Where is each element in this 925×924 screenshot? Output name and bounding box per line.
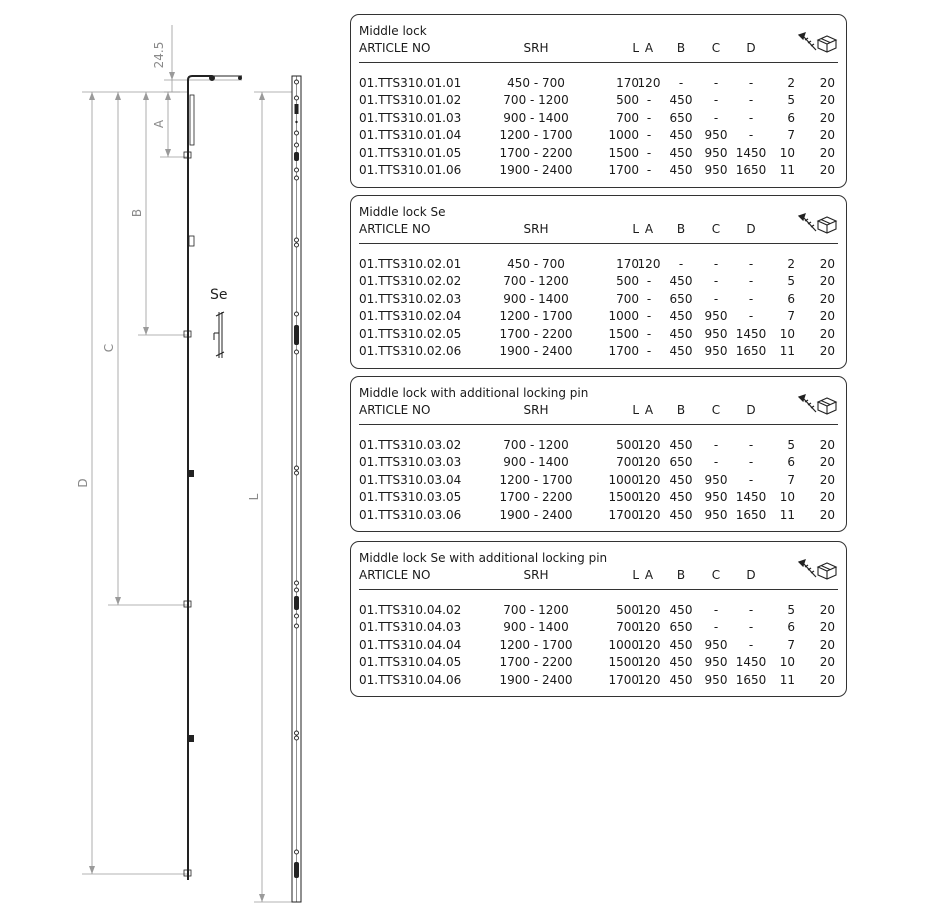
cell-l: 500: [616, 93, 639, 108]
cell-b: 450: [669, 309, 693, 324]
cell-l: 1500: [608, 326, 639, 341]
cell-c: 950: [704, 128, 728, 143]
cell-c: -: [713, 438, 719, 452]
col-srh: SRH: [523, 568, 549, 582]
col-a: A: [644, 568, 654, 582]
cell-c: -: [713, 93, 719, 108]
cell-article: 01.TTS310.01.02: [359, 93, 462, 108]
cell-a: 120: [637, 455, 661, 470]
cell-c: 950: [704, 309, 728, 324]
header-divider: [359, 589, 838, 590]
cell-a: -: [646, 163, 652, 177]
col-srh: SRH: [523, 222, 549, 236]
col-article: ARTICLE NO: [359, 568, 431, 582]
cell-d: -: [748, 291, 754, 306]
cell-a: -: [646, 309, 652, 324]
table-header-row: [351, 221, 846, 238]
cell-srh: 1200 - 1700: [499, 637, 573, 652]
cell-d: 1650: [735, 344, 767, 358]
table-header-row: [351, 567, 846, 584]
cell-c: 950: [704, 326, 728, 341]
dim-top-offset: 24.5: [152, 41, 166, 69]
table-row: [351, 145, 846, 162]
table-title: Middle lock with additional locking pin: [359, 386, 589, 400]
dim-l: L: [247, 493, 261, 501]
table-row: [351, 654, 846, 671]
cell-pack: 20: [819, 507, 835, 522]
cell-pack: 20: [819, 128, 835, 143]
cell-pack: 20: [819, 110, 835, 125]
cell-c: -: [713, 76, 719, 90]
technical-drawing: [0, 0, 345, 924]
table-row: [351, 602, 846, 619]
cell-article: 01.TTS310.02.05: [359, 326, 462, 341]
dim-b: B: [130, 208, 144, 218]
cell-a: 120: [637, 76, 661, 90]
cell-pack: 20: [819, 490, 835, 505]
cell-pack: 20: [819, 291, 835, 306]
col-b: B: [676, 41, 686, 55]
cell-screws: 6: [787, 620, 795, 635]
cell-c: -: [713, 291, 719, 306]
cell-pack: 20: [819, 274, 835, 289]
cell-b: 450: [669, 438, 693, 452]
table-middle-lock: [350, 14, 847, 188]
cell-srh: 1700 - 2200: [499, 145, 573, 160]
cell-article: 01.TTS310.01.03: [359, 110, 462, 125]
cell-b: 450: [669, 93, 693, 108]
cell-screws: 7: [787, 309, 795, 324]
cell-c: 950: [704, 655, 728, 670]
cell-b: 650: [669, 110, 693, 125]
col-a: A: [644, 41, 654, 55]
cell-d: 1650: [735, 163, 767, 177]
cell-article: 01.TTS310.01.06: [359, 163, 462, 177]
col-d: D: [746, 403, 756, 417]
col-d: D: [746, 568, 756, 582]
cell-l: 1000: [608, 472, 639, 487]
cell-pack: 20: [819, 637, 835, 652]
cell-screws: 2: [787, 76, 795, 90]
col-srh: SRH: [523, 403, 549, 417]
col-d: D: [746, 41, 756, 55]
table-title: Middle lock: [359, 24, 427, 38]
cell-srh: 1700 - 2200: [499, 490, 573, 505]
cell-b: 450: [669, 603, 693, 617]
cell-b: 450: [669, 637, 693, 652]
cell-a: 120: [637, 655, 661, 670]
cell-screws: 6: [787, 455, 795, 470]
cell-a: 120: [637, 637, 661, 652]
cell-l: 1500: [608, 655, 639, 670]
cell-article: 01.TTS310.03.02: [359, 438, 462, 452]
table-row: [351, 489, 846, 506]
cell-screws: 6: [787, 291, 795, 306]
cell-screws: 11: [779, 672, 795, 687]
table-row: [351, 110, 846, 127]
cell-l: 170: [616, 257, 639, 271]
cell-pack: 20: [819, 672, 835, 687]
cell-c: -: [713, 603, 719, 617]
cell-b: 450: [669, 507, 693, 522]
cell-d: -: [748, 455, 754, 470]
col-article: ARTICLE NO: [359, 222, 431, 236]
cell-a: -: [646, 128, 652, 143]
cell-article: 01.TTS310.02.06: [359, 344, 462, 358]
cell-b: 450: [669, 655, 693, 670]
cell-b: 650: [669, 620, 693, 635]
cell-d: -: [748, 76, 754, 90]
cell-srh: 900 - 1400: [503, 110, 569, 125]
dim-c: C: [102, 343, 116, 353]
cell-c: 950: [704, 472, 728, 487]
cell-srh: 1900 - 2400: [499, 507, 573, 522]
cell-pack: 20: [819, 145, 835, 160]
table-row: [351, 256, 846, 273]
col-l: L: [632, 222, 639, 236]
cell-article: 01.TTS310.03.03: [359, 455, 462, 470]
cell-srh: 1700 - 2200: [499, 655, 573, 670]
col-c: C: [711, 222, 721, 236]
table-row: [351, 672, 846, 689]
table-row: [351, 637, 846, 654]
cell-pack: 20: [819, 472, 835, 487]
cell-a: -: [646, 110, 652, 125]
cell-article: 01.TTS310.01.01: [359, 76, 462, 90]
cell-a: -: [646, 291, 652, 306]
table-row: [351, 127, 846, 144]
cell-l: 1700: [608, 163, 639, 177]
col-c: C: [711, 568, 721, 582]
cell-l: 1000: [608, 309, 639, 324]
cell-l: 1700: [608, 672, 639, 687]
cell-b: 450: [669, 128, 693, 143]
cell-b: 450: [669, 274, 693, 289]
cell-c: 950: [704, 637, 728, 652]
cell-d: 1450: [735, 655, 767, 670]
cell-c: 950: [704, 145, 728, 160]
box-icon: [815, 212, 839, 236]
cell-l: 700: [616, 620, 639, 635]
col-d: D: [746, 222, 756, 236]
cell-srh: 1700 - 2200: [499, 326, 573, 341]
cell-l: 1500: [608, 490, 639, 505]
table-middle-lock-se: [350, 195, 847, 369]
table-row: [351, 343, 846, 360]
cell-pack: 20: [819, 309, 835, 324]
cell-l: 1700: [608, 344, 639, 358]
table-row: [351, 619, 846, 636]
cell-screws: 7: [787, 637, 795, 652]
cell-d: 1450: [735, 326, 767, 341]
cell-l: 500: [616, 438, 639, 452]
cell-article: 01.TTS310.03.06: [359, 507, 462, 522]
cell-a: -: [646, 326, 652, 341]
cell-article: 01.TTS310.04.02: [359, 603, 462, 617]
cell-a: 120: [637, 257, 661, 271]
cell-article: 01.TTS310.03.05: [359, 490, 462, 505]
cell-b: 450: [669, 344, 693, 358]
cell-screws: 10: [779, 655, 795, 670]
cell-srh: 1200 - 1700: [499, 309, 573, 324]
table-row: [351, 437, 846, 454]
cell-l: 1000: [608, 128, 639, 143]
table-row: [351, 454, 846, 471]
cell-a: -: [646, 93, 652, 108]
cell-c: -: [713, 274, 719, 289]
cell-pack: 20: [819, 603, 835, 617]
table-row: [351, 273, 846, 290]
cell-l: 700: [616, 110, 639, 125]
cell-b: 450: [669, 672, 693, 687]
cell-d: -: [748, 274, 754, 289]
cell-screws: 2: [787, 257, 795, 271]
cell-b: 450: [669, 472, 693, 487]
header-divider: [359, 62, 838, 63]
cell-a: 120: [637, 603, 661, 617]
cell-d: -: [748, 257, 754, 271]
cell-screws: 6: [787, 110, 795, 125]
cell-b: 650: [669, 455, 693, 470]
cell-d: 1450: [735, 145, 767, 160]
header-divider: [359, 243, 838, 244]
cell-d: -: [748, 472, 754, 487]
cell-l: 700: [616, 291, 639, 306]
table-row: [351, 326, 846, 343]
box-icon: [815, 558, 839, 582]
table-title: Middle lock Se: [359, 205, 446, 219]
table-row: [351, 472, 846, 489]
cell-screws: 5: [787, 93, 795, 108]
col-b: B: [676, 222, 686, 236]
cell-d: 1650: [735, 507, 767, 522]
cell-b: 650: [669, 291, 693, 306]
box-icon: [815, 393, 839, 417]
cell-d: 1450: [735, 490, 767, 505]
table-middle-lock-pin: [350, 376, 847, 532]
cell-article: 01.TTS310.01.04: [359, 128, 462, 143]
cell-srh: 900 - 1400: [503, 620, 569, 635]
cell-l: 700: [616, 455, 639, 470]
cell-a: -: [646, 344, 652, 358]
cell-screws: 11: [779, 344, 795, 358]
col-a: A: [644, 403, 654, 417]
cell-b: 450: [669, 490, 693, 505]
table-title: Middle lock Se with additional locking pin: [359, 551, 608, 565]
col-c: C: [711, 41, 721, 55]
cell-c: 950: [704, 163, 728, 177]
cell-article: 01.TTS310.03.04: [359, 472, 462, 487]
cell-srh: 900 - 1400: [503, 455, 569, 470]
table-header-row: [351, 40, 846, 57]
cell-d: -: [748, 110, 754, 125]
cell-pack: 20: [819, 455, 835, 470]
col-l: L: [632, 403, 639, 417]
col-srh: SRH: [523, 41, 549, 55]
cell-article: 01.TTS310.01.05: [359, 145, 462, 160]
cell-article: 01.TTS310.02.01: [359, 257, 462, 271]
cell-pack: 20: [819, 163, 835, 177]
col-c: C: [711, 403, 721, 417]
cell-srh: 1200 - 1700: [499, 472, 573, 487]
dim-d: D: [76, 478, 90, 488]
cell-screws: 11: [779, 507, 795, 522]
cell-screws: 7: [787, 128, 795, 143]
cell-a: -: [646, 274, 652, 289]
cell-screws: 5: [787, 603, 795, 617]
cell-pack: 20: [819, 93, 835, 108]
cell-a: 120: [637, 438, 661, 452]
cell-l: 500: [616, 274, 639, 289]
cell-d: -: [748, 637, 754, 652]
table-row: [351, 162, 846, 179]
cell-b: -: [678, 76, 684, 90]
cell-pack: 20: [819, 326, 835, 341]
cell-l: 1700: [608, 507, 639, 522]
cell-article: 01.TTS310.04.06: [359, 672, 462, 687]
cell-a: 120: [637, 507, 661, 522]
cell-screws: 5: [787, 274, 795, 289]
table-row: [351, 308, 846, 325]
cell-a: 120: [637, 490, 661, 505]
cell-b: 450: [669, 163, 693, 177]
cell-pack: 20: [819, 655, 835, 670]
cell-srh: 1900 - 2400: [499, 672, 573, 687]
cell-srh: 1900 - 2400: [499, 344, 573, 358]
cell-d: -: [748, 93, 754, 108]
cell-d: -: [748, 603, 754, 617]
cell-screws: 10: [779, 490, 795, 505]
table-row: [351, 291, 846, 308]
cell-screws: 7: [787, 472, 795, 487]
col-b: B: [676, 403, 686, 417]
cell-a: 120: [637, 472, 661, 487]
table-row: [351, 507, 846, 524]
header-divider: [359, 424, 838, 425]
cell-screws: 11: [779, 163, 795, 177]
cell-b: 450: [669, 326, 693, 341]
se-label: Se: [210, 287, 228, 303]
cell-l: 1500: [608, 145, 639, 160]
col-l: L: [632, 568, 639, 582]
cell-srh: 700 - 1200: [503, 274, 569, 289]
col-article: ARTICLE NO: [359, 41, 431, 55]
cell-l: 1000: [608, 637, 639, 652]
cell-a: 120: [637, 672, 661, 687]
dim-a: A: [152, 119, 166, 129]
cell-article: 01.TTS310.04.04: [359, 637, 462, 652]
table-header-row: [351, 402, 846, 419]
table-row: [351, 75, 846, 92]
cell-article: 01.TTS310.04.05: [359, 655, 462, 670]
cell-a: -: [646, 145, 652, 160]
col-l: L: [632, 41, 639, 55]
cell-c: -: [713, 455, 719, 470]
cell-screws: 5: [787, 438, 795, 452]
cell-screws: 10: [779, 326, 795, 341]
cell-srh: 900 - 1400: [503, 291, 569, 306]
cell-srh: 700 - 1200: [503, 438, 569, 452]
cell-d: -: [748, 128, 754, 143]
table-row: [351, 92, 846, 109]
cell-article: 01.TTS310.04.03: [359, 620, 462, 635]
table-middle-lock-se-pin: [350, 541, 847, 697]
cell-d: -: [748, 438, 754, 452]
cell-srh: 450 - 700: [507, 257, 565, 271]
cell-d: 1650: [735, 672, 767, 687]
cell-c: 950: [704, 490, 728, 505]
cell-article: 01.TTS310.02.03: [359, 291, 462, 306]
cell-c: -: [713, 257, 719, 271]
cell-b: -: [678, 257, 684, 271]
cell-pack: 20: [819, 438, 835, 452]
cell-screws: 10: [779, 145, 795, 160]
cell-srh: 450 - 700: [507, 76, 565, 90]
cell-d: -: [748, 620, 754, 635]
cell-c: 950: [704, 507, 728, 522]
col-a: A: [644, 222, 654, 236]
cell-pack: 20: [819, 620, 835, 635]
cell-c: 950: [704, 672, 728, 687]
cell-pack: 20: [819, 76, 835, 90]
box-icon: [815, 31, 839, 55]
col-article: ARTICLE NO: [359, 403, 431, 417]
cell-srh: 700 - 1200: [503, 603, 569, 617]
cell-l: 500: [616, 603, 639, 617]
cell-l: 170: [616, 76, 639, 90]
col-b: B: [676, 568, 686, 582]
cell-d: -: [748, 309, 754, 324]
cell-srh: 1900 - 2400: [499, 163, 573, 177]
cell-c: -: [713, 110, 719, 125]
cell-c: 950: [704, 344, 728, 358]
cell-a: 120: [637, 620, 661, 635]
cell-article: 01.TTS310.02.04: [359, 309, 462, 324]
cell-srh: 700 - 1200: [503, 93, 569, 108]
cell-pack: 20: [819, 257, 835, 271]
cell-c: -: [713, 620, 719, 635]
cell-article: 01.TTS310.02.02: [359, 274, 462, 289]
cell-pack: 20: [819, 344, 835, 358]
cell-b: 450: [669, 145, 693, 160]
cell-srh: 1200 - 1700: [499, 128, 573, 143]
